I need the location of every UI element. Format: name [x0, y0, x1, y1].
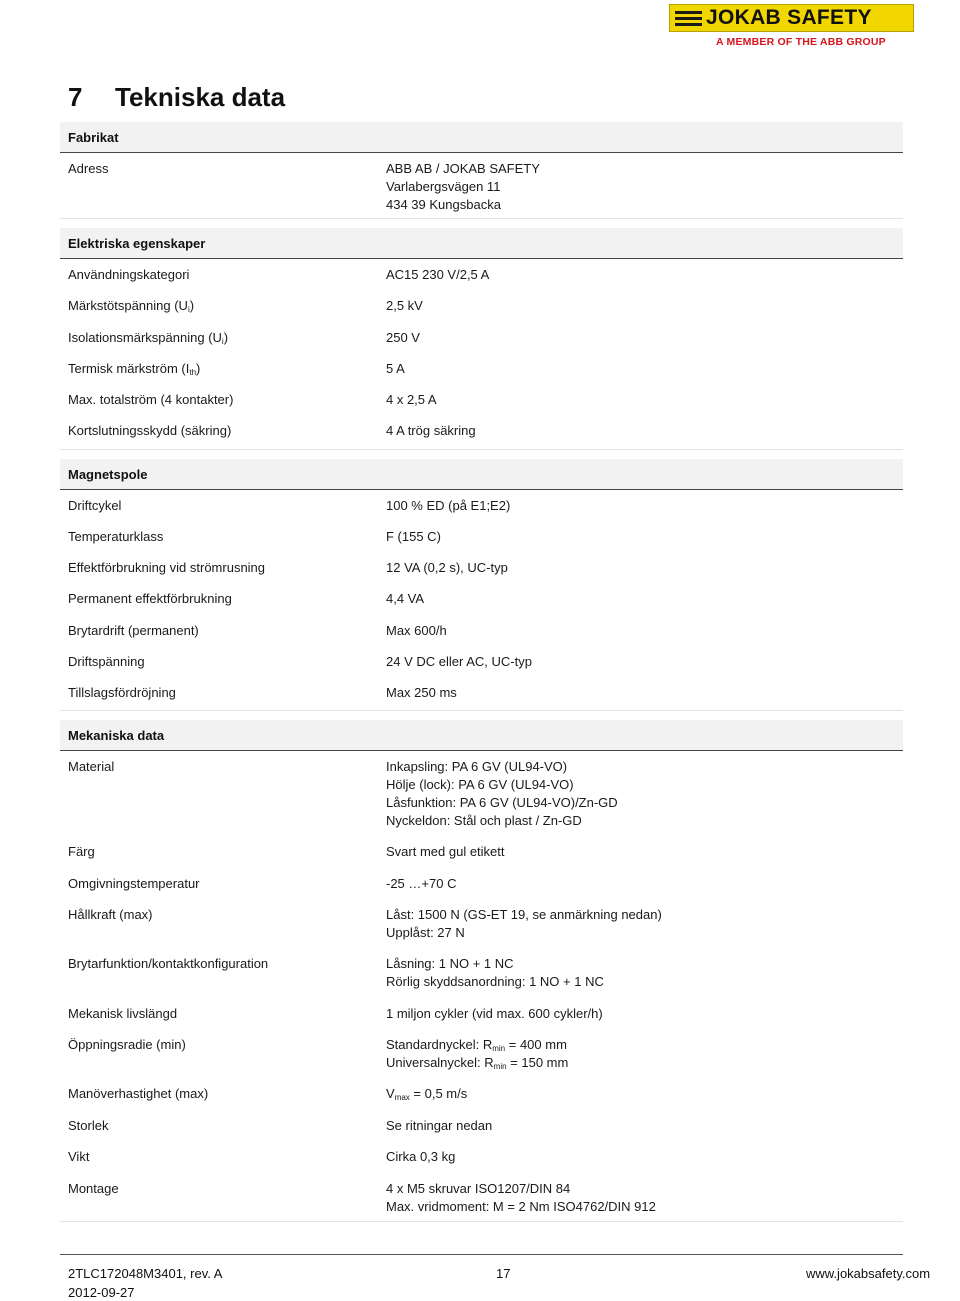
spec-value: 4,4 VA: [386, 591, 425, 606]
logo-stripes-icon: [675, 11, 702, 27]
section-header-elektriska: [60, 228, 903, 259]
section-header-magnetspole: [60, 459, 903, 490]
footer-doc-id: 2TLC172048M3401, rev. A: [68, 1266, 223, 1281]
logo-subtitle: A MEMBER OF THE ABB GROUP: [716, 36, 886, 48]
spec-label: Omgivningstemperatur: [68, 876, 200, 891]
footer-date: 2012-09-27: [68, 1285, 135, 1300]
spec-value: $V_{max} = 0,5$ m/s: [386, 1086, 468, 1102]
spec-label: Hållkraft (max): [68, 907, 153, 922]
spec-label: Effektförbrukning vid strömrusning: [68, 560, 266, 575]
spec-label: Adress: [68, 161, 109, 176]
spec-value: AC15 230 V/2,5 A: [386, 267, 490, 282]
spec-value: 24 V DC eller AC, UC-typ: [386, 654, 532, 669]
spec-label: Material: [68, 759, 115, 774]
spec-value: [386, 1036, 568, 1072]
logo-text: JOKAB SAFETY: [706, 6, 872, 29]
spec-label: Öppningsradie (min): [68, 1037, 186, 1052]
value-line: Standardnyckel: $R_{min} = 400$ mm: [386, 1037, 567, 1053]
divider: [60, 710, 903, 711]
address-line: Varlabergsvägen 11: [386, 179, 501, 194]
spec-value: 250 V: [386, 330, 420, 345]
spec-label: Isolationsmärkspänning $(U_i)$: [68, 330, 229, 346]
spec-label: Kortslutningsskydd (säkring): [68, 423, 232, 438]
spec-value: Se ritningar nedan: [386, 1118, 493, 1133]
spec-label: Manöverhastighet (max): [68, 1086, 209, 1101]
spec-value: F (155 C): [386, 529, 441, 544]
address-line: ABB AB / JOKAB SAFETY: [386, 161, 540, 176]
spec-value: [386, 955, 604, 991]
spec-label: Max. totalström (4 kontakter): [68, 392, 234, 407]
spec-value: -25 …+70 C: [386, 876, 457, 891]
spec-label: Färg: [68, 844, 95, 859]
value-line: 4 x M5 skruvar ISO1207/DIN 84: [386, 1181, 571, 1196]
value-line: Upplåst: 27 N: [386, 925, 465, 940]
value-line: Låst: 1500 N (GS-ET 19, se anmärkning nedan): [386, 907, 662, 922]
section-number: 7: [68, 82, 83, 112]
value-line: Hölje (lock): PA 6 GV (UL94-VO): [386, 777, 574, 792]
spec-value: 2,5 kV: [386, 298, 423, 313]
value-line: Max. vridmoment: M = 2 Nm ISO4762/DIN 912: [386, 1199, 656, 1214]
spec-value: 5 A: [386, 361, 405, 376]
spec-value: 12 VA (0,2 s), UC-typ: [386, 560, 508, 575]
spec-label: Driftspänning: [68, 654, 145, 669]
spec-value: 100 % ED (på E1;E2): [386, 498, 511, 513]
spec-label: Storlek: [68, 1118, 109, 1133]
section-heading: Mekaniska data: [68, 728, 165, 743]
spec-value: [386, 160, 540, 214]
spec-value: [386, 758, 618, 830]
footer-page-number: 17: [496, 1266, 511, 1281]
spec-value: 1 miljon cykler (vid max. 600 cykler/h): [386, 1006, 603, 1021]
value-line: Nyckeldon: Stål och plast / Zn-GD: [386, 813, 582, 828]
spec-value: [386, 906, 662, 942]
section-header-mekaniska: [60, 720, 903, 751]
spec-value: 4 A trög säkring: [386, 423, 476, 438]
value-line: Inkapsling: PA 6 GV (UL94-VO): [386, 759, 568, 774]
footer-divider: [60, 1254, 903, 1255]
section-heading: Elektriska egenskaper: [68, 236, 206, 251]
spec-value: [386, 1180, 656, 1216]
address-line: 434 39 Kungsbacka: [386, 197, 501, 212]
spec-label: Driftcykel: [68, 498, 122, 513]
section-heading: Fabrikat: [68, 130, 119, 145]
value-line: Låsfunktion: PA 6 GV (UL94-VO)/Zn-GD: [386, 795, 618, 810]
brand-logo: [669, 4, 914, 48]
spec-label: Tillslagsfördröjning: [68, 685, 176, 700]
divider: [60, 449, 903, 450]
spec-value: Svart med gul etikett: [386, 844, 505, 859]
footer-website-link[interactable]: www.jokabsafety.com: [806, 1266, 931, 1281]
spec-label: Användningskategori: [68, 267, 190, 282]
spec-value: Max 250 ms: [386, 685, 457, 700]
divider: [60, 218, 903, 219]
logo-badge: [669, 4, 914, 32]
spec-value: 4 x 2,5 A: [386, 392, 437, 407]
section-title: Tekniska data: [115, 82, 286, 112]
divider: [60, 1221, 903, 1222]
page-title: [68, 82, 285, 113]
section-heading: Magnetspole: [68, 467, 148, 482]
spec-label: Montage: [68, 1181, 119, 1196]
spec-label: Brytarfunktion/kontaktkonfiguration: [68, 956, 269, 971]
spec-label: Märkstötspänning $(U_i)$: [68, 298, 195, 314]
spec-label: Vikt: [68, 1149, 90, 1164]
spec-label: Mekanisk livslängd: [68, 1006, 178, 1021]
value-line: Universalnyckel: $R_{min} = 150$ mm: [386, 1055, 569, 1071]
value-line: Rörlig skyddsanordning: 1 NO + 1 NC: [386, 974, 604, 989]
value-line: Låsning: 1 NO + 1 NC: [386, 956, 514, 971]
spec-label: Permanent effektförbrukning: [68, 591, 232, 606]
spec-label: Temperaturklass: [68, 529, 164, 544]
spec-value: Max 600/h: [386, 623, 447, 638]
spec-value: Cirka 0,3 kg: [386, 1149, 456, 1164]
section-header-fabrikat: [60, 122, 903, 153]
spec-label: Termisk märkström $(I_{th})$: [68, 361, 201, 377]
spec-label: Brytardrift (permanent): [68, 623, 199, 638]
